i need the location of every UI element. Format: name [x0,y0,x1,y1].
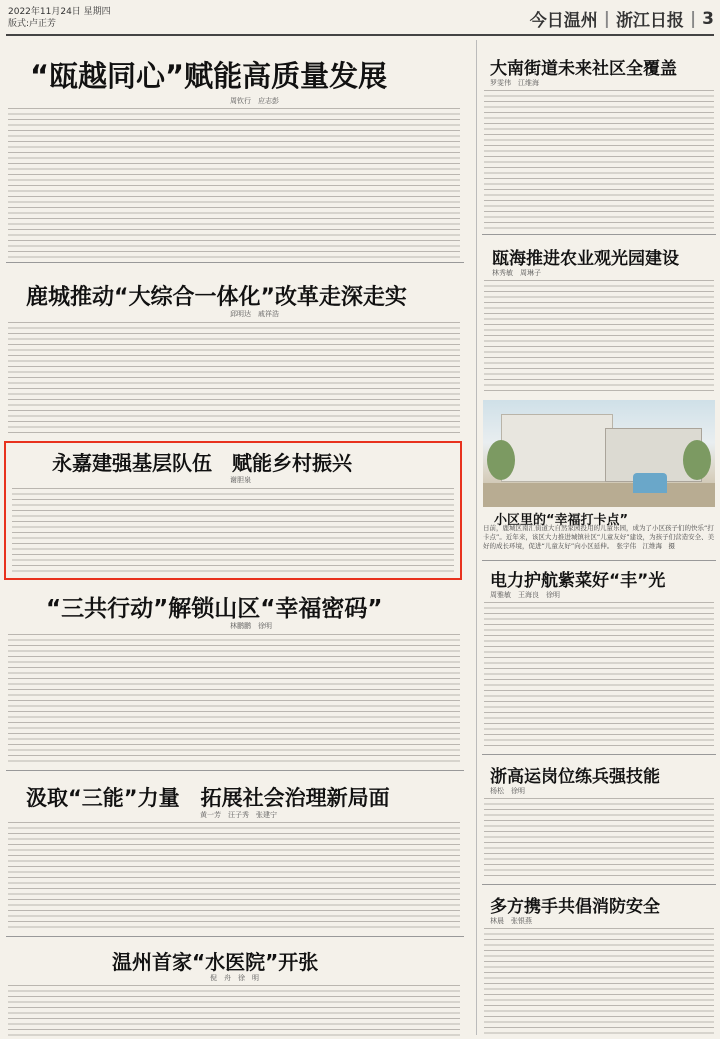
article-body [8,322,460,434]
article-title: 鹿城推动“大综合一体化”改革走深走实 [26,285,407,310]
article-body [8,822,460,932]
header-separator: | [689,8,697,29]
section-rule [482,560,716,561]
article-title: “瓯越同心”赋能高质量发展 [30,59,388,93]
header-rule [6,34,714,36]
photo-title: 小区里的“幸福打卡点” [494,513,629,528]
article-title: 大南街道未来社区全覆盖 [490,59,677,79]
article-byline: 倪 舟 徐 明 [210,974,259,982]
article-byline: 杨松 徐明 [490,787,525,795]
article-title: 电力护航紫菜好“丰”光 [490,571,666,591]
article-byline: 林鹏鹏 徐明 [230,622,272,630]
photo-playground [483,400,715,507]
section-rule [6,936,464,937]
article-title: 汲取“三能”力量 拓展社会治理新局面 [26,786,390,810]
article-title: 浙高运岗位练兵强技能 [490,767,660,787]
article-byline: 邱明达 戚祥浩 [230,310,279,318]
page-header-brand [530,6,714,31]
article-body [8,985,460,1037]
article-body [484,602,714,750]
article-byline: 黄一芳 汪子秀 张建宁 [200,811,277,819]
photo-tree [683,440,711,480]
photo-caption: 日前，鹿城区南汇街道大自然家园投用的儿童乐园，成为了小区孩子们的快乐“打卡点”。近年来，该区大力推进城镇社区“儿童友好”建设，为孩子们营造安全、美好的成长环境，促进“儿童友好”向小区延伸。 张宇伟 江维海 摄 [483,524,715,550]
section-name: 今日温州 [529,11,598,31]
article-title: “三共行动”解锁山区“幸福密码” [46,596,383,622]
section-rule [6,262,464,263]
article-body [12,488,454,574]
article-title: 温州首家“水医院”开张 [112,950,319,974]
article-body [484,280,714,394]
article-body [8,108,460,258]
article-byline: 林秀敏 周琳子 [492,269,541,277]
page-header-meta [8,6,111,30]
section-rule [482,754,716,755]
section-rule [482,234,716,235]
article-byline: 林晨 张银燕 [490,917,532,925]
article-byline: 周雅敏 王海良 徐明 [490,591,560,599]
photo-tree [487,440,515,480]
column-divider [476,40,477,1035]
photo-building [501,414,613,482]
article-body [484,798,714,880]
article-byline: 谢胆泉 [230,476,251,484]
layout-editor: 版式:卢正芳 [8,19,57,29]
section-rule [6,770,464,771]
article-title: 瓯海推进农业观光园建设 [492,249,679,269]
article-byline: 周钦行 应志彭 [230,97,279,105]
section-rule [482,884,716,885]
photo-ground [483,483,715,507]
photo-slide [633,473,667,493]
article-body [8,634,460,766]
page-number: 3 [702,8,714,29]
article-byline: 罗雯伟 江维海 [490,79,539,87]
header-separator: | [603,8,610,29]
article-title: 永嘉建强基层队伍 赋能乡村振兴 [52,451,352,475]
article-body [484,90,714,230]
article-body [484,928,714,1036]
issue-date: 2022年11月24日 星期四 [8,7,111,17]
newspaper-name: 浙江日报 [615,11,684,31]
article-title: 多方携手共倡消防安全 [490,897,660,917]
